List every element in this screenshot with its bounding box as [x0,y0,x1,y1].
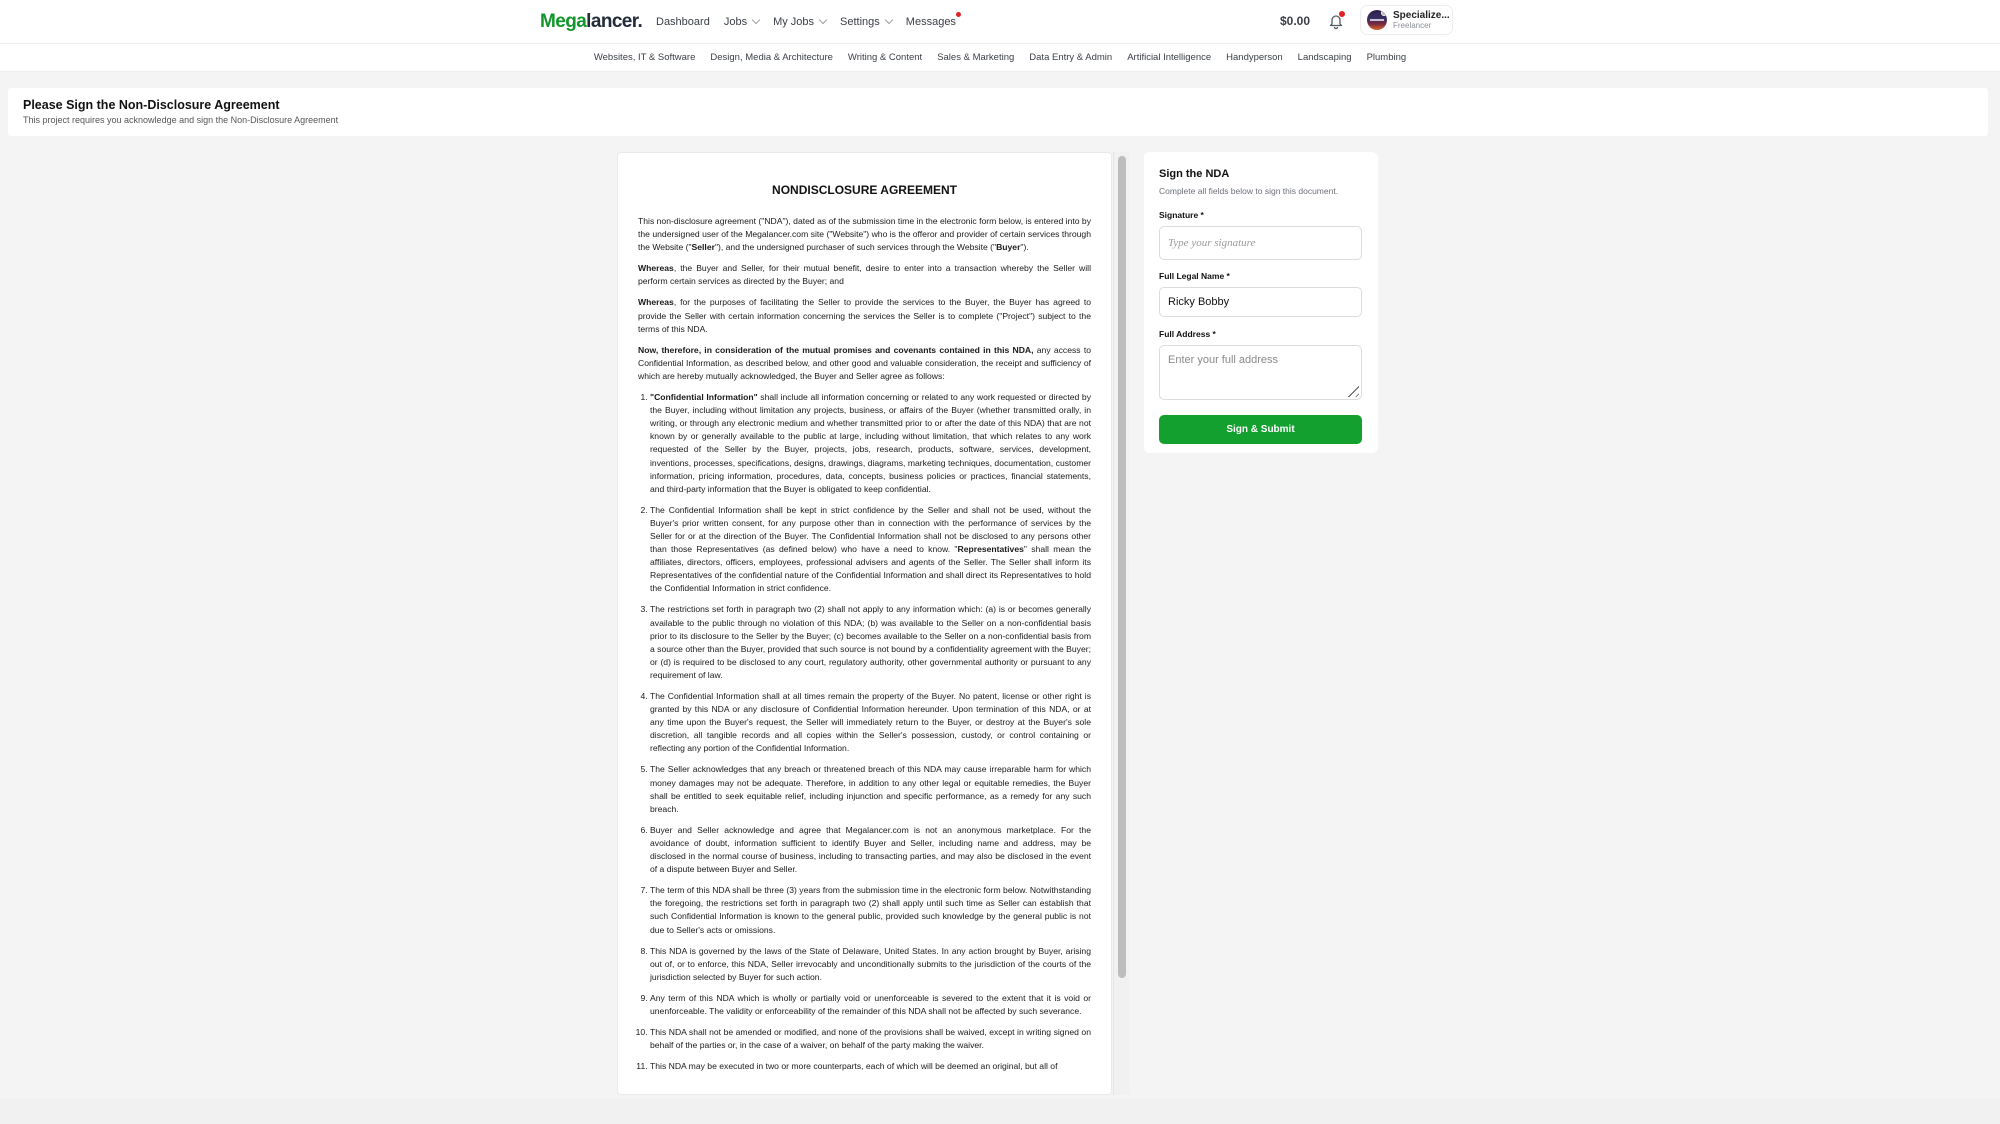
profile-role: Freelancer [1393,21,1432,30]
category-landscaping[interactable]: Landscaping [1297,52,1352,63]
page-bottom [0,1098,2000,1124]
sign-submit-button[interactable]: Sign & Submit [1159,415,1362,444]
clause-list [638,391,1091,1073]
sign-panel-subtitle: Complete all fields below to sign this document. [1159,186,1339,196]
chevron-down-icon [819,16,827,24]
category-bar [0,44,2000,72]
megalancer-logo[interactable]: Megalancer. [540,11,643,32]
nav-dashboard[interactable]: Dashboard [656,16,710,28]
nav-messages[interactable]: Messages [906,16,956,28]
document-scrollbar[interactable] [1113,152,1129,1095]
unread-dot-icon [956,12,961,17]
therefore-paragraph: Now, therefore, in consideration of the mutual promises and covenants contained in this NDA, any access to Confidential Information, as described below, and other good and valuable consideration, the receipt and sufficiency of which are hereby mutually acknowledged, the Buyer and Seller agree as follows: [638,344,1091,381]
nda-document[interactable] [617,152,1112,1095]
category-sales-marketing[interactable]: Sales & Marketing [937,52,1015,63]
full-address-placeholder: Enter your full address [1168,354,1279,366]
intro-paragraph: This non-disclosure agreement ("NDA"), dated as of the submission time in the electronic form below, is entered into by the undersigned user of the Megalancer.com site ("Website") who is the offeror and provider of certain services through the Website ("Seller"), and the undersigned purchaser of such services through the Website ("Buyer"). [638,216,1091,253]
whereas-paragraph-2: Whereas, for the purposes of facilitating the Seller to provide the services to the Buyer, the Buyer has agreed to provide the Seller with certain information concerning the services the Seller is to complete ("Project") subject to the terms of this NDA. [638,297,1091,334]
clause-3: 3. The restrictions set forth in paragraph two (2) shall not apply to any information which: (a) is or becomes generally available to the public through no violation of this NDA; (b) was available to the Seller on a non-confidential basis prior to its disclosure to the Seller by the Buyer; (c) becomes available to the Seller on a non-confidential basis from a source other than the Buyer, provided that such source is not bound by a confidentiality agreement with the Buyer; or (d) is required to be disclosed to any court, regulatory authority, other governmental authority or pursuant to any requirement of law. [650,603,1091,682]
full-legal-name-input[interactable] [1159,287,1362,317]
clause-11: 11. This NDA may be executed in two or more counterparts, each of which will be deemed an original, but all of [650,1060,1091,1073]
full-address-textarea[interactable] [1159,345,1362,400]
status-indicator-icon [1381,10,1387,16]
page-subtitle: This project requires you acknowledge and sign the Non-Disclosure Agreement [23,115,339,125]
signature-placeholder: Type your signature [1168,237,1256,249]
clause-10: 10. This NDA shall not be amended or modified, and none of the provisions shall be waived, except in writing signed on behalf of the parties or, in the case of a waiver, on behalf of the party making the waiver. [650,1026,1091,1052]
clause-9: 9. Any term of this NDA which is wholly or partially void or unenforceable is severed to the extent that it is void or unenforceable. The validity or enforceability of the remainder of this NDA shall not be affected by such severance. [650,992,1091,1018]
category-writing-content[interactable]: Writing & Content [847,52,923,63]
nav-my-jobs[interactable]: My Jobs [773,16,826,28]
whereas-paragraph-1: Whereas, the Buyer and Seller, for their mutual benefit, desire to enter into a transaction whereby the Seller will perform certain services as directed by the Buyer; and [638,263,1091,287]
category-artificial-intelligence[interactable]: Artificial Intelligence [1127,52,1212,63]
category-websites-it-software[interactable]: Websites, IT & Software [593,52,696,63]
avatar [1367,10,1387,30]
category-design-media-architecture[interactable]: Design, Media & Architecture [710,52,833,63]
clause-1: 1. "Confidential Information" shall include all information concerning or related to any work requested or directed by the Buyer, including without limitation any projects, business, or affairs of the Buyer (whether transmitted orally, in writing, or through any electronic medium and whether transmitted prior to or after the date of this NDA) that are not known by or generally available to the public at large, including without limitation, that which relates to any work requested of the Seller by the Buyer, projects, jobs, research, products, software, services, development, inventions, processes, specifications, designs, drawings, diagrams, marketing techniques, documentation, customer information, pricing information, procedures, data, concepts, business policies or practices, financial statements, and third-party information that the Buyer is obligated to keep confidential. [650,391,1091,496]
profile-name: Specialize... [1393,10,1450,21]
profile-menu[interactable] [1360,5,1453,35]
notifications-button[interactable] [1326,11,1346,31]
full-address-label: Full Address * [1159,329,1216,339]
sign-panel-title: Sign the NDA [1159,168,1230,180]
category-data-entry-admin[interactable]: Data Entry & Admin [1029,52,1113,63]
nav-settings[interactable]: Settings [840,16,892,28]
clause-8: 8. This NDA is governed by the laws of the State of Delaware, United States. In any action brought by Buyer, arising out of, or to enforce, this NDA, Seller irrevocably and unconditionally submits to the jurisdiction of the courts of the jurisdiction selected by Buyer for such action. [650,945,1091,984]
signature-label: Signature * [1159,210,1204,220]
page-title: Please Sign the Non-Disclosure Agreement [23,98,280,112]
sign-panel [1144,152,1378,453]
top-navbar [0,0,2000,44]
signature-input[interactable] [1159,226,1362,260]
main-nav [656,0,956,44]
chevron-down-icon [752,16,760,24]
document-title: NONDISCLOSURE AGREEMENT [772,183,957,197]
scrollbar-thumb[interactable] [1118,156,1126,978]
clause-7: 7. The term of this NDA shall be three (3) years from the submission time in the electronic form below. Notwithstanding the foregoing, the restrictions set forth in paragraph two (2) shall apply until such time as Seller can establish that such Confidential Information is known to the general public, provided such knowledge by the general public is not due to Seller's acts or omissions. [650,884,1091,936]
nda-banner [8,88,1988,136]
full-legal-name-label: Full Legal Name * [1159,271,1230,281]
nav-jobs[interactable]: Jobs [724,16,759,28]
clause-2: 2. The Confidential Information shall be kept in strict confidence by the Seller and shall not be used, without the Buyer's prior written consent, for any purpose other than in connection with the performance of services by the Seller for or at the direction of the Buyer. The Confidential Information shall not be disclosed to any persons other than those Representatives (as defined below) who have a need to know. "Representatives" shall mean the affiliates, directors, officers, employees, professional advisers and agents of the Seller. The Seller shall inform its Representatives of the confidential nature of the Confidential Information and shall direct its Representatives to hold the Confidential Information in strict confidence. [650,504,1091,596]
notification-dot-icon [1339,11,1345,17]
resize-handle-icon[interactable] [1345,383,1359,397]
clause-5: 5. The Seller acknowledges that any breach or threatened breach of this NDA may cause irreparable harm for which money damages may not be adequate. Therefore, in addition to any other legal or equitable remedies, the Buyer shall be entitled to seek equitable relief, including injunction and specific performance, as a remedy for any such breach. [650,763,1091,815]
account-balance[interactable]: $0.00 [1280,14,1311,28]
full-legal-name-value: Ricky Bobby [1168,296,1230,308]
category-plumbing[interactable]: Plumbing [1366,52,1407,63]
chevron-down-icon [885,16,893,24]
clause-6: 6. Buyer and Seller acknowledge and agree that Megalancer.com is not an anonymous marketplace. For the avoidance of doubt, information sufficient to identify Buyer and Seller, including name and address, may be disclosed in the normal course of business, including to transacting parties, and may also be disclosed in the event of a dispute between Buyer and Seller. [650,824,1091,876]
clause-4: 4. The Confidential Information shall at all times remain the property of the Buyer. No patent, license or other right is granted by this NDA or any disclosure of Confidential Information hereunder. Upon termination of this NDA, or at any time upon the Buyer's request, the Seller will immediately return to the Buyer, or destroy at the Buyer's sole discretion, all tangible records and all copies within the Seller's possession, custody, or control containing or reflecting any portion of the Confidential Information. [650,690,1091,755]
category-handyperson[interactable]: Handyperson [1226,52,1283,63]
